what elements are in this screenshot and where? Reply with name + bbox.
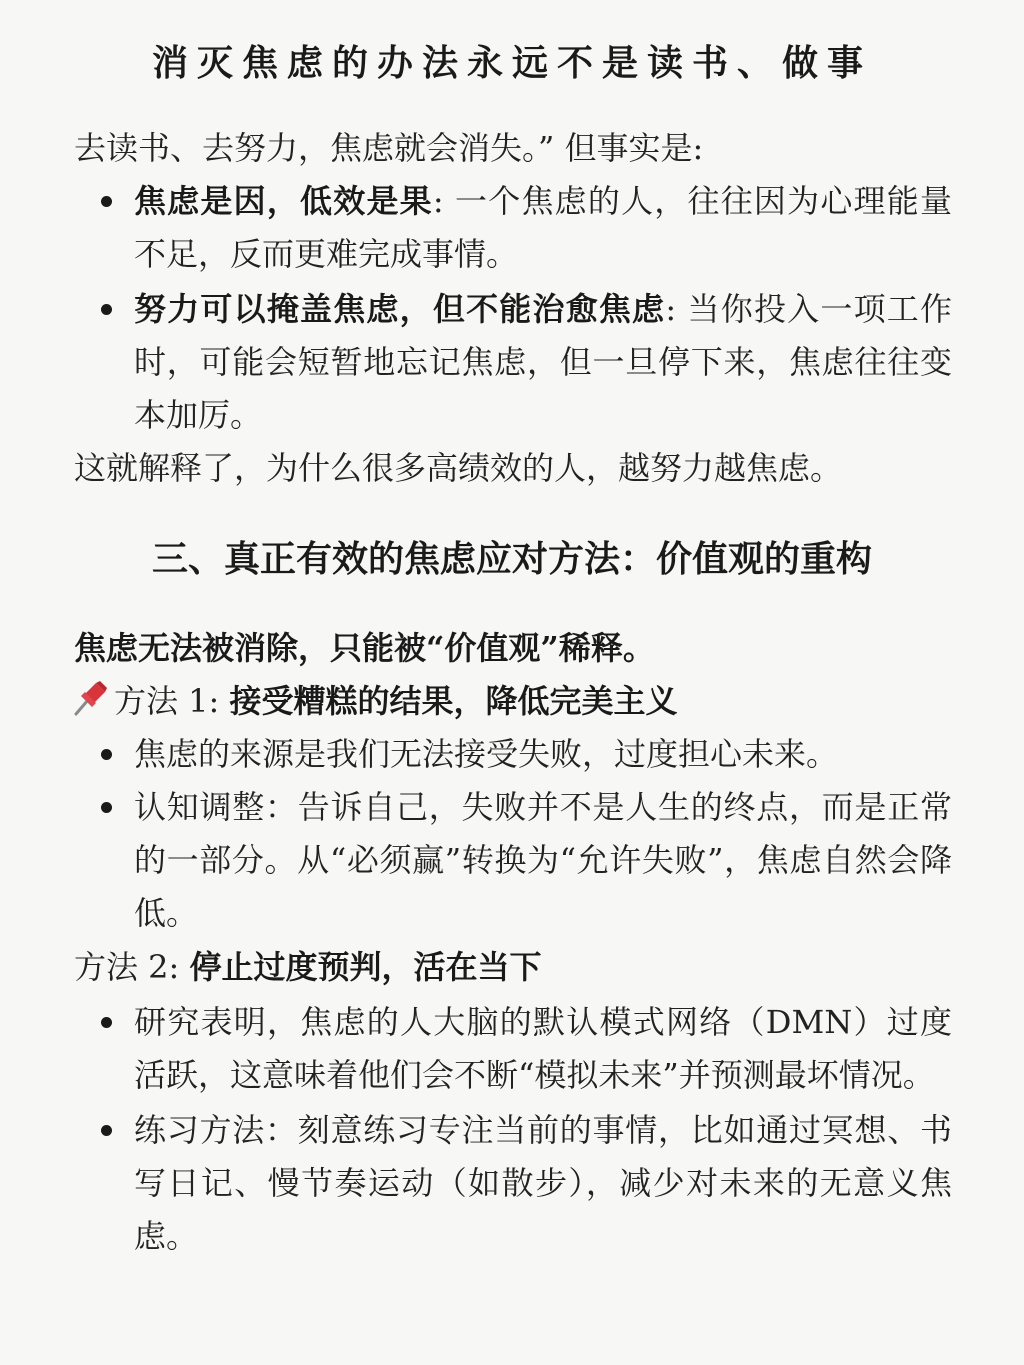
method1-heading [70, 675, 950, 728]
bullet-icon [101, 749, 112, 760]
list-item [0, 781, 1024, 940]
bullet-icon [101, 802, 112, 813]
section-heading: 三、真正有效的焦虑应对方法：价值观的重构 [151, 538, 872, 580]
method2-heading [74, 941, 954, 994]
method2-prefix: 方法 2: [74, 948, 180, 986]
bullet-icon [101, 196, 112, 207]
bullet-icon [101, 1017, 112, 1028]
page-title: 消灭焦虑的办法永远不是读书、做事 [151, 43, 872, 84]
list-item [0, 996, 1024, 1102]
bullet-icon [101, 304, 112, 315]
list-item-text: : 一个焦虑的人，往往因为心理能量不足，反而更难完成事情。 [134, 182, 952, 273]
intro-paragraph: 去读书、去努力，焦虑就会消失。” 但事实是: [74, 129, 704, 167]
list-item-text: 研究表明，焦虑的人大脑的默认模式网络（DMN）过度活跃，这意味着他们会不断“模拟未来”并预测最坏情况。 [134, 1003, 952, 1094]
method1-title: 接受糟糕的结果，降低完美主义 [229, 682, 678, 720]
list-item [0, 175, 1024, 281]
list-item [0, 728, 1024, 781]
method1-prefix: 方法 1: [114, 682, 220, 720]
bullet-icon [101, 1125, 112, 1136]
method1-list [0, 728, 1024, 940]
thesis-paragraph: 焦虑无法被消除，只能被“价值观”稀释。 [74, 629, 655, 667]
list-item [0, 1104, 1024, 1263]
list-item-text: 焦虑的来源是我们无法接受失败，过度担心未来。 [134, 735, 839, 773]
conclusion-paragraph: 这就解释了，为什么很多高绩效的人，越努力越焦虑。 [74, 449, 843, 487]
list-item-text: : 当你投入一项工作时，可能会短暂地忘记焦虑，但一旦停下来，焦虑往往变本加厉。 [134, 290, 952, 434]
list-item-text: 认知调整：告诉自己，失败并不是人生的终点，而是正常的一部分。从“必须赢”转换为“允许失败”，焦虑自然会降低。 [134, 788, 952, 932]
method2-title: 停止过度预判，活在当下 [189, 948, 542, 986]
method2-list [0, 996, 1024, 1263]
list-item-bold: 焦虑是因，低效是果 [134, 182, 433, 220]
cause-effect-list [0, 175, 1024, 442]
list-item [0, 283, 1024, 442]
list-item-bold: 努力可以掩盖焦虑，但不能治愈焦虑 [134, 290, 666, 328]
list-item-text: 练习方法：刻意练习专注当前的事情，比如通过冥想、书写日记、慢节奏运动（如散步），减少对未来的无意义焦虑。 [134, 1111, 952, 1255]
pushpin-icon [70, 678, 110, 718]
